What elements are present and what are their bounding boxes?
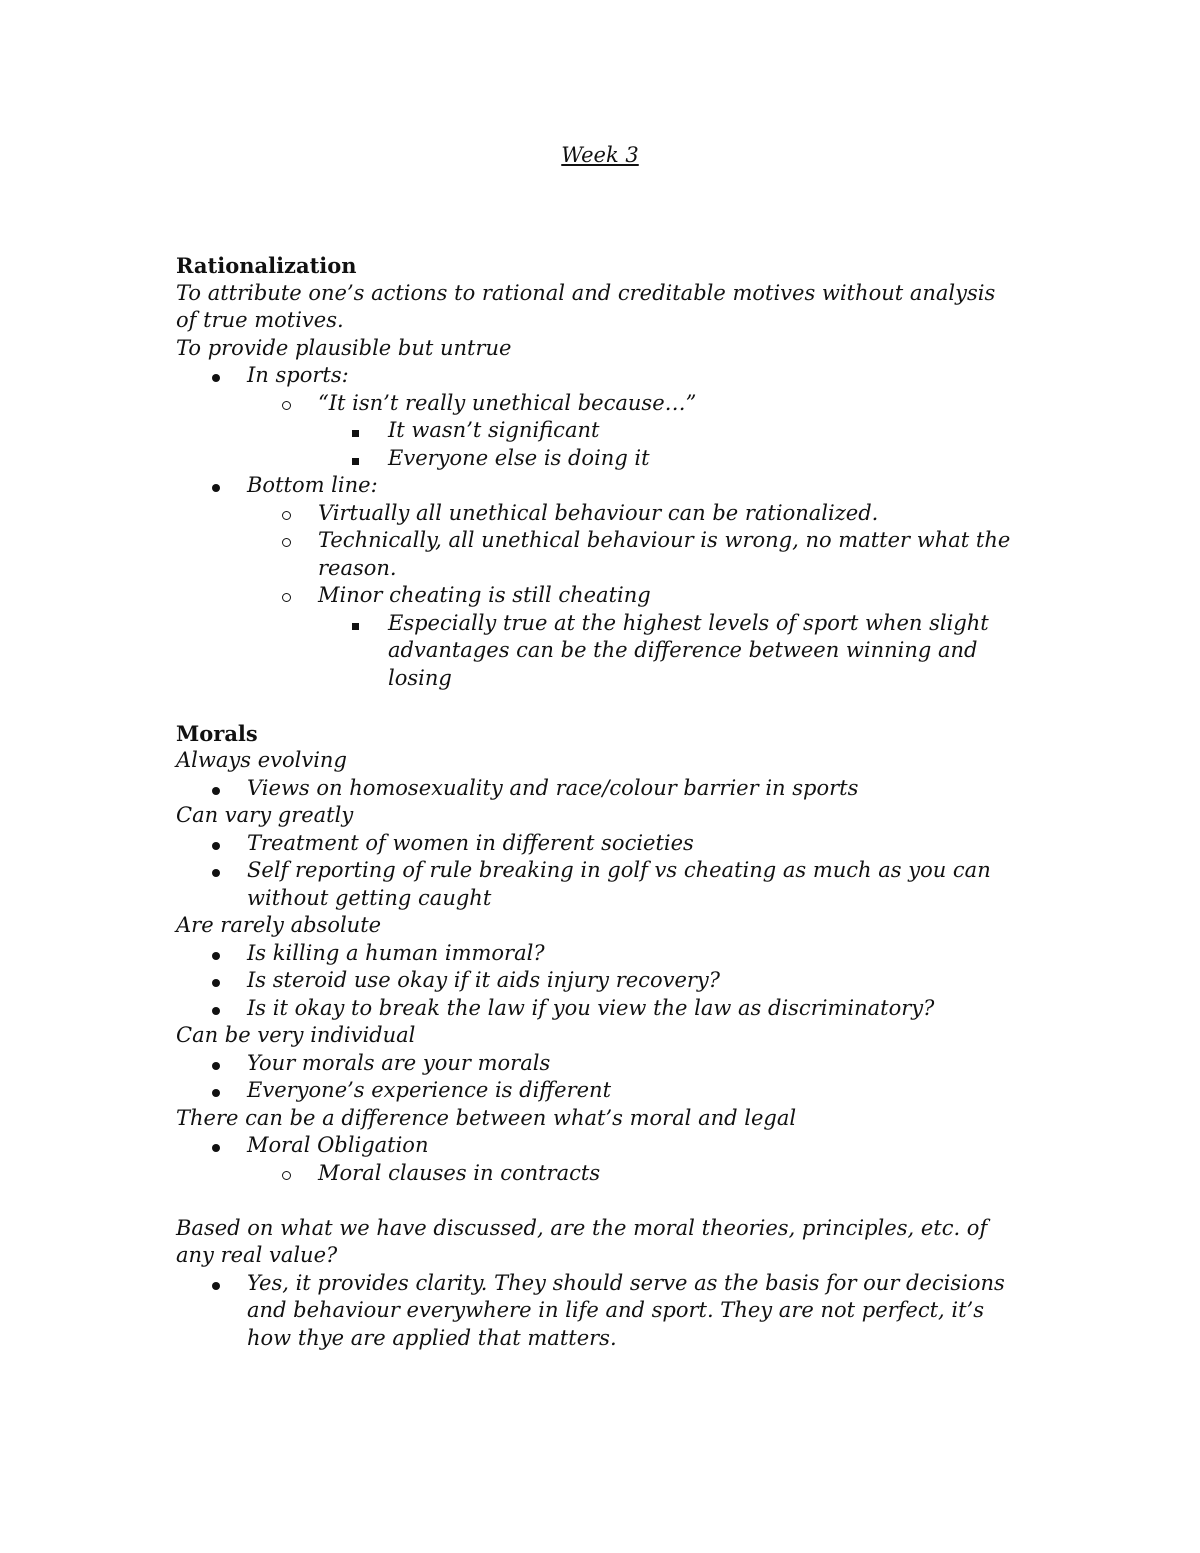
list-item [176, 500, 1016, 528]
bullet-dot-icon [212, 1077, 220, 1105]
list-item [176, 527, 1016, 582]
list-item-text: It wasn’t significant [388, 418, 600, 442]
morals-point: Can vary greatly [176, 803, 354, 827]
spacer [176, 1187, 1016, 1215]
bullet-square-icon [352, 417, 359, 445]
bullet-dot-icon [212, 362, 220, 390]
list-item [176, 857, 1016, 912]
list-item [176, 390, 1016, 418]
bullet-dot-icon [212, 1132, 220, 1160]
list-item [176, 362, 1016, 390]
answer-text: Yes, it provides clarity. They should serve as the basis for our decisions and behaviour everywhere in life and sport. They are not perfect, it’s how thye are applied that matters. [247, 1270, 1005, 1350]
document-body [176, 252, 1016, 1352]
list-item [176, 417, 1016, 445]
bullet-dot-icon [212, 775, 220, 803]
morals-point: Are rarely absolute [176, 913, 382, 937]
list-item [176, 995, 1016, 1023]
bullet-circle-icon [282, 500, 291, 528]
bullet-dot-icon [212, 857, 220, 885]
list-item [176, 445, 1016, 473]
list-item-text: Self reporting of rule breaking in golf vs cheating as much as you can without getting caught [247, 858, 991, 910]
spacer [176, 692, 1016, 720]
rationalization-definition-1: To attribute one’s actions to rational and creditable motives without analysis of true motives. [176, 280, 996, 332]
morals-point: There can be a difference between what’s moral and legal [176, 1105, 797, 1130]
list-item-text: Minor cheating is still cheating [318, 583, 651, 607]
list-item-text: Everyone else is doing it [388, 445, 650, 470]
list-item-text: Moral Obligation [247, 1133, 429, 1157]
page-title: Week 3 [561, 143, 639, 167]
list-item-text: Especially true at the highest levels of sport when slight advantages can be the difference between winning and losing [388, 610, 989, 690]
list-item [176, 610, 1016, 693]
bullet-dot-icon [212, 830, 220, 858]
bullet-circle-icon [282, 527, 291, 555]
bullet-dot-icon [212, 1050, 220, 1078]
list-item [176, 775, 1016, 803]
list-item-text: Treatment of women in different societies [247, 830, 694, 855]
morals-point: Can be very individual [176, 1023, 416, 1047]
list-item-text: Views on homosexuality and race/colour barrier in sports [247, 775, 859, 800]
list-item [176, 967, 1016, 995]
list-item-text: Virtually all unethical behaviour can be rationalized. [318, 500, 879, 525]
list-item-text: Everyone’s experience is different [247, 1078, 612, 1102]
list-item [176, 582, 1016, 610]
list-item [176, 1077, 1016, 1105]
list-item-text: Is killing a human immoral? [247, 940, 545, 965]
list-item-text: In sports: [247, 363, 349, 387]
list-item [176, 472, 1016, 500]
bullet-square-icon [352, 445, 359, 473]
bullet-circle-icon [282, 1160, 291, 1188]
list-item [176, 940, 1016, 968]
bullet-circle-icon [282, 582, 291, 610]
list-item-text: Is it okay to break the law if you view the law as discriminatory? [247, 995, 935, 1020]
bullet-dot-icon [212, 995, 220, 1023]
list-item-text: Is steroid use okay if it aids injury recovery? [247, 968, 721, 992]
list-item [176, 1132, 1016, 1160]
list-item-text: Your morals are your morals [247, 1050, 551, 1075]
section-heading-rationalization: Rationalization [176, 253, 357, 278]
morals-point: Always evolving [176, 748, 347, 772]
bullet-square-icon [352, 610, 359, 638]
bullet-dot-icon [212, 1270, 220, 1298]
bullet-dot-icon [212, 967, 220, 995]
list-item [176, 1050, 1016, 1078]
rationalization-definition-2: To provide plausible but untrue [176, 335, 512, 360]
bullet-circle-icon [282, 390, 291, 418]
list-item-text: Technically, all unethical behaviour is wrong, no matter what the reason. [318, 528, 1011, 580]
question-text: Based on what we have discussed, are the moral theories, principles, etc. of any real value? [176, 1215, 988, 1267]
list-item-text: Moral clauses in contracts [318, 1160, 601, 1185]
list-item [176, 1270, 1016, 1353]
bullet-dot-icon [212, 472, 220, 500]
bullet-dot-icon [212, 940, 220, 968]
list-item [176, 830, 1016, 858]
list-item-text: Bottom line: [247, 473, 378, 497]
section-heading-morals: Morals [176, 720, 258, 746]
list-item [176, 1160, 1016, 1188]
list-item-text: “It isn’t really unethical because…” [318, 390, 697, 415]
